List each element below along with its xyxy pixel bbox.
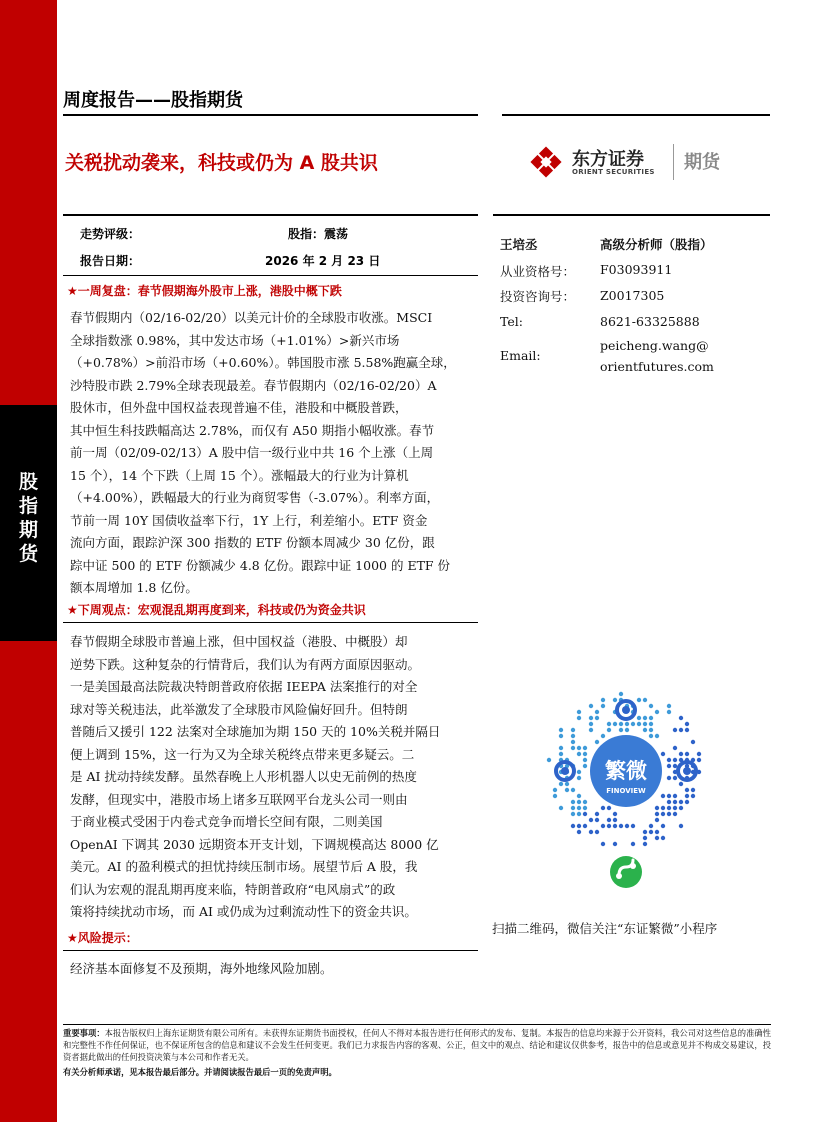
qr-dot (667, 806, 671, 810)
paragraph-line: 前一周（02/09-02/13）A 股中信一级行业中共 16 个上涨（上周 (70, 445, 434, 460)
qr-dot (685, 728, 689, 732)
qr-dot (631, 722, 635, 726)
qr-dot (547, 758, 551, 762)
qr-dot (685, 794, 689, 798)
qr-dot (643, 722, 647, 726)
qr-dot (661, 794, 665, 798)
qr-dot (589, 830, 593, 834)
qr-center-en: FINOVIEW (606, 787, 646, 795)
header-rule-left (63, 114, 478, 116)
qr-dot (673, 812, 677, 816)
qr-dot (691, 788, 695, 792)
qr-dot (661, 836, 665, 840)
review-paragraph (70, 307, 466, 600)
qr-dot (613, 698, 617, 702)
qr-dot (685, 722, 689, 726)
qr-dot (571, 734, 575, 738)
qr-dot (667, 758, 671, 762)
paragraph-line: 踪中证 500 的 ETF 份额减少 4.8 亿份。跟踪中证 1000 的 ETF 份 (70, 557, 451, 573)
qr-dot (577, 794, 581, 798)
paragraph-line: （+4.00%），跌幅最大的行业为商贸零售（-3.07%）。利率方面， (70, 490, 440, 505)
qr-dot (613, 722, 617, 726)
analyst-commitment-note: 有关分析师承诺，见本报告最后部分。并请阅读报告最后一页的免责声明。 (63, 1067, 337, 1077)
analyst-title: 高级分析师（股指） (600, 237, 713, 252)
qr-dot (577, 812, 581, 816)
logo-suffix: 期货 (684, 152, 720, 173)
qr-dot (613, 842, 617, 846)
qr-dot (625, 728, 629, 732)
qr-dot (673, 794, 677, 798)
paragraph-line: 春节假期内（02/16-02/20）以美元计价的全球股市收涨。MSCI (70, 310, 433, 325)
qr-dot (601, 704, 605, 708)
qr-dot (655, 710, 659, 714)
qr-dot (595, 830, 599, 834)
qr-dot (631, 824, 635, 828)
qr-dot (661, 752, 665, 756)
tel-value: 8621-63325888 (600, 314, 700, 329)
paragraph-line: 发酵，但现实中，港股市场上诸多互联网平台龙头公司一则由 (70, 791, 408, 807)
disclaimer-text: 本报告版权归上海东证期货有限公司所有。未获得东证期货书面授权，任何人不得对本报告进行任何形式的发布、复制。本报告的信息均来源于公开资料，我公司对这些信息的准确性和完整性不作任何保证，也不保证所包含的信息和建议不会发生任何变更。我们已力求报告内容的客观、公正，但文中的观点、结论和建议仅供参考，报告中的信息或意见并不构成交易建议，投资者据此做出的任何投资决策与本公司和作者无关。 (63, 1028, 771, 1062)
qr-dot (589, 704, 593, 708)
disclaimer (63, 1027, 771, 1063)
qr-dot (607, 728, 611, 732)
qr-dot (589, 818, 593, 822)
consult-number: Z0017305 (600, 288, 665, 303)
qr-dot (577, 710, 581, 714)
qr-dot (583, 812, 587, 816)
qr-dot (553, 788, 557, 792)
qr-dot (679, 728, 683, 732)
qr-dot (655, 818, 659, 822)
qr-dot (697, 752, 701, 756)
qr-dot (583, 764, 587, 768)
meta-rule-left (63, 214, 478, 216)
risk-section-title: ★风险提示： (67, 931, 138, 945)
footer-rule (63, 1024, 771, 1025)
qr-dot (679, 824, 683, 828)
index-rating (288, 225, 348, 242)
qr-dot (667, 794, 671, 798)
qr-dot (571, 728, 575, 732)
paragraph-line: 是 AI 扰动持续发酵。虽然春晚上人形机器人以史无前例的热度 (70, 769, 417, 784)
qr-dot (577, 806, 581, 810)
qualification-number: F03093911 (600, 262, 673, 277)
qr-dot (631, 842, 635, 846)
header-rule-right (502, 114, 770, 116)
qr-dot (583, 806, 587, 810)
qr-dot (613, 812, 617, 816)
logo-brand-en: ORIENT SECURITIES (572, 168, 655, 176)
qr-dot (577, 830, 581, 834)
qr-dot (655, 734, 659, 738)
qr-dot (685, 800, 689, 804)
qr-dot (697, 758, 701, 762)
qr-dot (601, 698, 605, 702)
paragraph-line: 球对等关税违法，此举激发了全球股市风险偏好回升。但特朗 (70, 701, 408, 717)
qr-dot (601, 806, 605, 810)
outlook-paragraph (70, 631, 466, 924)
qr-dot (571, 740, 575, 744)
qr-dot (643, 716, 647, 720)
mini-program-qr-code[interactable] (545, 690, 707, 902)
email-label: Email: (500, 348, 541, 363)
qr-dot (673, 728, 677, 732)
qr-dot (685, 752, 689, 756)
qr-dot (583, 800, 587, 804)
paragraph-line: 股休市，但外盘中国权益表现普遍不佳，港股和中概股普跌， (70, 400, 408, 415)
consult-label: 投资咨询号： (500, 289, 576, 304)
qr-dot (667, 710, 671, 714)
qr-dot (667, 800, 671, 804)
qr-finder-center (683, 767, 691, 775)
qr-dot (571, 746, 575, 750)
qr-dot (577, 752, 581, 756)
paragraph-line: 一是美国最高法院裁决特朗普政府依据 IEEPA 法案推行的对全 (70, 679, 418, 694)
qr-dot (613, 824, 617, 828)
review-section-title: ★一周复盘：春节假期海外股市上涨，港股中概下跌 (67, 284, 342, 298)
qr-dot (601, 842, 605, 846)
mini-program-icon (610, 856, 642, 888)
qr-dot (577, 800, 581, 804)
paragraph-line: 普随后又援引 122 法案对全球施加为期 150 天的 10%关税并隔日 (70, 724, 441, 739)
qr-dot (559, 806, 563, 810)
qr-dot (649, 824, 653, 828)
paragraph-line: 春节假期全球股市普遍上涨，但中国权益（港股、中概股）却 (70, 634, 408, 649)
paragraph-line: 于商业模式受困于内卷式竞争而增长空间有限，二则美国 (70, 814, 383, 829)
qr-dot (577, 824, 581, 828)
qr-dot (619, 824, 623, 828)
analyst-name: 王培丞 (500, 237, 538, 252)
qr-dot (607, 824, 611, 828)
meta-rule-right (493, 214, 770, 216)
qr-dot (691, 794, 695, 798)
qr-dot (679, 752, 683, 756)
qr-dot (673, 746, 677, 750)
qr-dot (649, 722, 653, 726)
qr-dot (559, 728, 563, 732)
qr-dot (571, 806, 575, 810)
qr-dot (559, 734, 563, 738)
report-date: 2026 年 2 月 23 日 (265, 254, 381, 268)
risk-rule (63, 950, 478, 951)
paragraph-line: 额本周增加 1.8 亿份。 (70, 580, 198, 595)
qr-dot (661, 806, 665, 810)
qr-dot (619, 692, 623, 696)
qr-dot (601, 734, 605, 738)
qr-dot (607, 818, 611, 822)
qr-dot (655, 812, 659, 816)
paragraph-line: 策将持续扰动市场，而 AI 或仍成为过剩流动性下的资金共识。 (70, 904, 417, 919)
qr-dot (595, 740, 599, 744)
qr-dot (559, 752, 563, 756)
paragraph-line: 们认为宏观的混乱期再度来临，特朗普政府“电风扇式”的政 (70, 881, 396, 897)
qr-dot (577, 776, 581, 780)
report-headline: 关税扰动袭来，科技或仍为 A 股共识 (65, 152, 378, 174)
qr-dot (553, 794, 557, 798)
qr-dot (637, 722, 641, 726)
qr-dot (667, 764, 671, 768)
qr-dot (571, 824, 575, 828)
qr-dot (607, 806, 611, 810)
qr-dot (571, 800, 575, 804)
qr-dot (589, 728, 593, 732)
qr-dot (685, 788, 689, 792)
outlook-section-title: ★下周观点：宏观混乱期再度到来，科技或仍为资金共识 (67, 603, 366, 617)
company-logo (528, 142, 738, 182)
qr-dot (673, 764, 677, 768)
qr-dot (643, 842, 647, 846)
disclaimer-label: 重要事项： (63, 1028, 105, 1038)
qr-dot (649, 830, 653, 834)
sidebar-category-label (0, 470, 57, 566)
qr-dot (649, 728, 653, 732)
email-value-line1[interactable]: peicheng.wang@ (600, 338, 709, 353)
email-value-line2[interactable]: orientfutures.com (600, 359, 714, 374)
qr-dot (673, 776, 677, 780)
paragraph-line: 沙特股市跌 2.79%全球表现最差。春节假期内（02/16-02/20）A (70, 377, 437, 393)
qr-dot (571, 788, 575, 792)
qr-finder-center (561, 767, 569, 775)
qr-dot (673, 800, 677, 804)
qr-dot (661, 824, 665, 828)
qr-dot (625, 824, 629, 828)
qr-dot (649, 734, 653, 738)
qr-dot (673, 758, 677, 762)
qr-dot (637, 716, 641, 720)
qr-caption: 扫描二维码，微信关注“东证繁微”小程序 (492, 921, 718, 936)
qr-dot (595, 812, 599, 816)
paragraph-line: 节前一周 10Y 国债收益率下行，1Y 上行，利差缩小。ETF 资金 (70, 512, 428, 528)
meta-bottom-rule (63, 275, 478, 276)
qr-dot (583, 746, 587, 750)
tel-label: Tel: (500, 314, 523, 329)
qr-dot (565, 788, 569, 792)
qr-dot (655, 806, 659, 810)
paragraph-line: 全球指数涨 0.98%，其中发达市场（+1.01%）>新兴市场 (70, 332, 400, 348)
qr-dot (679, 716, 683, 720)
qr-dot (643, 830, 647, 834)
paragraph-line: （+0.78%）>前沿市场（+0.60%）。韩国股市涨 5.58%跑赢全球， (70, 355, 456, 370)
qr-dot (559, 746, 563, 750)
qr-dot (601, 824, 605, 828)
paragraph-line: 逆势下跌。这种复杂的行情背后，我们认为有两方面原因驱动。 (70, 656, 421, 672)
qr-dot (595, 710, 599, 714)
qr-dot (613, 818, 617, 822)
date-label: 报告日期： (80, 254, 141, 268)
qualification-label: 从业资格号： (500, 264, 576, 279)
sidebar-char: 指 (18, 495, 38, 517)
logo-diamond-icon (528, 144, 564, 180)
qr-dot (619, 722, 623, 726)
qr-dot (595, 716, 599, 720)
logo-brand-cn: 东方证券 (572, 149, 644, 170)
qr-dot (643, 698, 647, 702)
qr-dot (583, 752, 587, 756)
qr-dot (643, 836, 647, 840)
qr-dot (565, 782, 569, 786)
sidebar-char: 股 (18, 471, 38, 493)
qr-dot (571, 812, 575, 816)
paragraph-line: OpenAI 下调其 2030 远期资本开支计划，下调规模高达 8000 亿 (70, 836, 439, 852)
qr-dot (649, 716, 653, 720)
qr-dot (637, 698, 641, 702)
qr-dot (667, 776, 671, 780)
qr-dot (679, 782, 683, 786)
qr-dot (643, 728, 647, 732)
qr-dot (679, 806, 683, 810)
paragraph-line: 便上调到 15%，这一行为又为全球关税终点带来更多疑云。二 (70, 746, 415, 762)
report-type-title: 周度报告——股指期货 (63, 90, 243, 111)
index-label: 股指： (288, 227, 325, 241)
sidebar-char: 货 (18, 543, 38, 565)
qr-dot (583, 824, 587, 828)
qr-finder-center (622, 706, 630, 714)
qr-center-cn: 繁微 (605, 759, 647, 783)
qr-dot (649, 704, 653, 708)
outlook-rule (63, 622, 478, 623)
paragraph-line: 流向方面，跟踪沪深 300 指数的 ETF 份额本周减少 30 亿份，跟 (70, 535, 435, 550)
qr-dot (655, 830, 659, 834)
qr-dot (667, 812, 671, 816)
qr-dot (625, 722, 629, 726)
qr-dot (583, 758, 587, 762)
qr-dot (691, 740, 695, 744)
qr-dot (589, 716, 593, 720)
qr-dot (577, 716, 581, 720)
paragraph-line: 美元。AI 的盈利模式的担忧持续压制市场。展望节后 A 股，我 (70, 859, 418, 874)
paragraph-line: 15 个），14 个下跌（上周 15 个）。涨幅最大的行业为计算机 (70, 467, 409, 483)
qr-dot (595, 818, 599, 822)
qr-dot (673, 806, 677, 810)
rating-label: 走势评级： (80, 227, 141, 241)
sidebar-char: 期 (18, 519, 38, 541)
qr-dot (589, 722, 593, 726)
qr-dot (559, 782, 563, 786)
qr-dot (667, 704, 671, 708)
qr-dot (679, 800, 683, 804)
qr-dot (607, 722, 611, 726)
qr-dot (655, 836, 659, 840)
qr-dot (619, 728, 623, 732)
qr-dot (661, 812, 665, 816)
index-value: 震荡 (324, 227, 349, 241)
paragraph-line: 其中恒生科技跌幅高达 2.78%，而仅有 A50 期指小幅收涨。春节 (70, 422, 435, 438)
qr-dot (577, 746, 581, 750)
qr-dot (577, 770, 581, 774)
logo-divider (673, 144, 674, 180)
risk-text: 经济基本面修复不及预期，海外地缘风险加剧。 (70, 961, 333, 976)
